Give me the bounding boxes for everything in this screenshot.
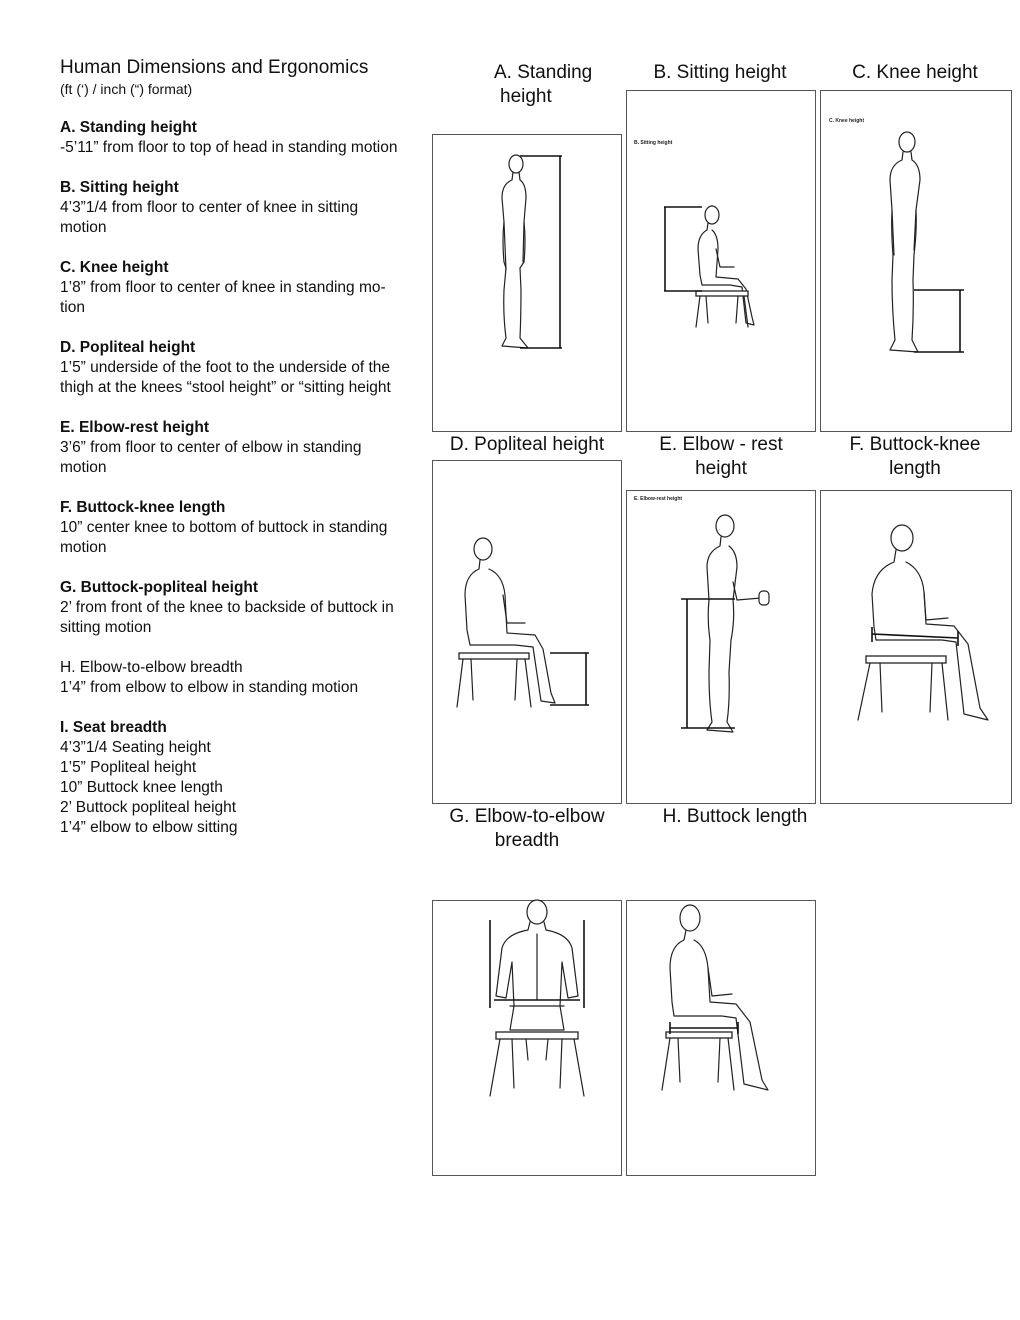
panel-caption-h [640,805,830,829]
caption-line: D. Popliteal height [449,434,605,455]
document-title: Human Dimensions and Ergonomics [60,57,369,78]
caption-line: length [889,458,941,479]
section-line: 3’6” from floor to center of elbow in standing [60,439,362,456]
section-line: 1’4” from elbow to elbow in standing motion [60,679,359,696]
section-line: thigh at the knees “stool height” or “sitting height [60,379,391,396]
section-line: 1’5” Popliteal height [60,759,197,776]
caption-line: A. Standing [494,62,593,83]
caption-line: F. Buttock-knee [849,434,981,455]
notes-column [60,56,432,858]
section-heading: C. Knee height [60,259,169,276]
section-popliteal-height [60,338,432,398]
sitting-height-illustration [660,205,770,330]
knee-height-illustration [880,130,970,355]
panel-caption-f [820,433,1010,481]
section-heading: I. Seat breadth [60,719,167,736]
section-heading: D. Popliteal height [60,339,196,356]
panel-caption-e [626,433,816,481]
section-elbow-to-elbow-breadth [60,658,432,698]
section-seat-breadth [60,718,432,838]
popliteal-height-illustration [455,535,595,710]
section-heading: F. Buttock-knee length [60,499,226,516]
document-subtitle: (ft (‘) / inch (“) format) [60,81,193,97]
section-sitting-height [60,178,432,238]
section-line: 4’3”1/4 Seating height [60,739,211,756]
standing-figure-illustration [490,150,570,355]
section-line: -5’11” from floor to top of head in standing motion [60,139,398,156]
panel-inner-label-e: E. Elbow-rest height [634,496,683,502]
elbow-to-elbow-breadth-illustration [482,900,592,1100]
section-elbow-rest-height [60,418,432,478]
section-standing-height [60,118,432,158]
caption-line: height [500,86,552,107]
section-line: 2’ from front of the knee to backside of buttock in [60,599,394,616]
section-buttock-knee-length [60,498,432,558]
section-heading: B. Sitting height [60,179,179,196]
section-line: 10” Buttock knee length [60,779,223,796]
section-line: 2’ Buttock popliteal height [60,799,237,816]
section-line: motion [60,219,107,236]
panel-inner-label-c: C. Knee height [829,118,865,124]
section-line: 1’5” underside of the foot to the underside of the [60,359,391,376]
panel-caption-a [470,61,622,109]
buttock-knee-length-illustration [852,522,997,724]
caption-line: B. Sitting height [653,62,787,83]
buttock-length-illustration [658,902,778,1094]
panel-inner-label-b: B. Sitting height [634,140,673,146]
section-knee-height [60,258,432,318]
panel-caption-b [626,61,814,85]
section-line: tion [60,299,85,316]
caption-line: H. Buttock length [662,806,808,827]
caption-line: C. Knee height [852,62,978,83]
section-heading: E. Elbow-rest height [60,419,209,436]
elbow-rest-height-illustration [675,512,785,734]
caption-line: height [695,458,747,479]
caption-line: E. Elbow - rest [659,434,783,455]
panel-caption-c [820,61,1010,85]
section-line: sitting motion [60,619,152,636]
section-line: motion [60,539,107,556]
section-line: 4’3”1/4 from floor to center of knee in sitting [60,199,359,216]
section-line: 1’4” elbow to elbow sitting [60,819,238,836]
section-heading: G. Buttock-popliteal height [60,579,259,596]
section-heading: A. Standing height [60,119,197,136]
caption-line: G. Elbow-to-elbow [449,806,605,827]
section-line: 1’8” from floor to center of knee in standing mo- [60,279,386,296]
section-heading: H. Elbow-to-elbow breadth [60,659,243,676]
section-buttock-popliteal-height [60,578,432,638]
panel-caption-g [432,805,622,853]
section-line: 10” center knee to bottom of buttock in standing [60,519,388,536]
panel-caption-d [432,433,622,457]
caption-line: breadth [494,830,560,851]
section-line: motion [60,459,107,476]
